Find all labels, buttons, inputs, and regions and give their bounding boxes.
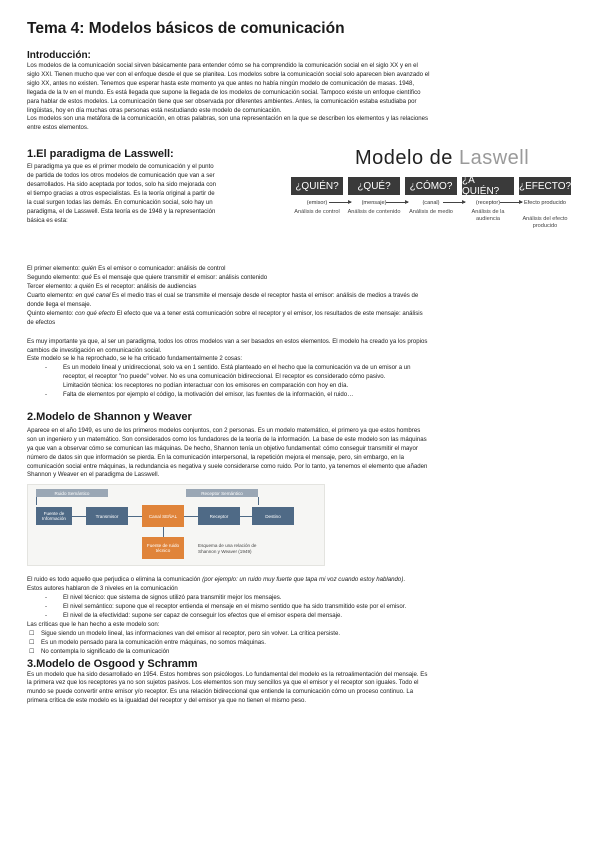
shannon-line: número de datos sin que información se pierda. En la comunicación interpersonal, la repetición mejora el mensaje, pero, sin embargo, en la xyxy=(27,453,405,461)
diagram-canal: Canal SEÑAL xyxy=(142,505,184,527)
diagram-line xyxy=(163,527,164,537)
nivel-item xyxy=(27,594,575,603)
nivel-item-text: El nivel semántico: supone que el receptor entienda el mensaje en el mismo sentido que ha sido transmitido este por el emisor. xyxy=(63,603,407,611)
intro-line: para hablar de estos modelos. La comunicación tiene que ser observada por diferentes ambientes. Antes, la comunicación estaba estudiaba por xyxy=(27,97,417,105)
element-label: Segundo elemento: xyxy=(27,274,82,282)
analysis-label: Análisis de la audiencia xyxy=(471,209,505,223)
element-label: El primer elemento: xyxy=(27,265,82,273)
intro-paragraph xyxy=(27,62,575,133)
intro-line: lingüistas, hoy en día muchas otras personas está nestudiando este modelo de comunicación. xyxy=(27,106,282,114)
intro-line: entre estos elementos. xyxy=(27,124,89,132)
figure-title-main: Modelo de xyxy=(355,147,459,170)
lasswell-line: paradigma, el de Lasswell. Esta teoría es de 1948 y la representación xyxy=(27,207,216,215)
lasswell-line: el tiempo gracias a otros especialistas. Es la teoría original a partir de xyxy=(27,189,215,197)
element-question: a quién xyxy=(74,283,95,291)
critica-text: Sigue siendo un modelo lineal, las informaciones van del emisor al receptor, pero sin volver. La crítica persiste. xyxy=(41,629,341,637)
element-line xyxy=(27,265,575,274)
critica-item xyxy=(27,648,575,657)
lasswell-line: básica es esta: xyxy=(27,216,68,224)
page-title: Tema 4: Modelos básicos de comunicación xyxy=(27,20,345,37)
critique-item xyxy=(27,373,575,382)
diagram-transmisor: Transmisor xyxy=(86,507,128,525)
critique-item xyxy=(27,382,575,391)
question-box: ¿QUIÉN? xyxy=(291,177,343,195)
analysis-label: Análisis de contenido xyxy=(347,209,401,216)
question-box: ¿QUÉ? xyxy=(348,177,400,195)
ruido-example: (por ejemplo: un ruido muy fuerte que tapa mi voz cuando estoy hablando) xyxy=(202,576,404,584)
critique-item-text: Limitación técnica: los receptores no podían interactuar con los emisores en comparación con hoy en día. xyxy=(63,382,349,390)
shannon-line: Aparece en el año 1949, es uno de los primeros modelos conjuntos, con 2 personas. Es un modelo matemático, el primero ya que estos hombres xyxy=(27,426,421,434)
diagram-ruido-semantico: Ruido Semántico xyxy=(36,489,108,497)
element-line xyxy=(27,292,575,301)
element-label: Tercer elemento: xyxy=(27,283,75,291)
element-label: Quinto elemento: xyxy=(27,309,76,317)
criticas-intro: Las críticas que le han hecho a este modelo son: xyxy=(27,620,160,628)
role-label: (canal) xyxy=(422,200,440,207)
intro-line: Los modelos son una metáfora de la comunicación, en otras palabras, son una representación en la que se describen los elementos y las relaciones xyxy=(27,115,429,123)
osgood-heading: 3.Modelo de Osgood y Schramm xyxy=(27,657,198,670)
element-line xyxy=(27,283,575,292)
nivel-item xyxy=(27,603,575,612)
element-line xyxy=(27,301,575,310)
element-description: Es el medio tras el cual se transmite el mensaje desde el receptor hasta el emisor: análisis de medios a través de xyxy=(110,291,419,299)
critique-item xyxy=(27,391,575,400)
diagram-line xyxy=(258,497,259,505)
element-line xyxy=(27,310,575,319)
shannon-line: Shannon y Weaver en el paradigma de Lasswell. xyxy=(27,471,160,479)
diagram-receptor-semantico: Receptor Semántico xyxy=(186,489,258,497)
lasswell-line: de partida de todos los otros modelos de comunicación que van a ser xyxy=(27,172,215,180)
ruido-paragraph xyxy=(27,576,575,585)
lasswell-line: la cual surgen todas las demás. En comunicación social, solo hay un xyxy=(27,198,213,206)
element-description: Es el receptor: análisis de audiencias xyxy=(94,283,197,291)
element-label: Cuarto elemento: xyxy=(27,291,76,299)
lasswell-line: desarrollados. Ha sido aceptada por todos, solo ha sido mejorada con xyxy=(27,181,217,189)
question-box: ¿CÓMO? xyxy=(405,177,457,195)
critique-item-text: Es un modelo lineal y unidireccional, solo va en 1 sentido. Está planteado en el hecho que la comunicación va de un emisor a un xyxy=(63,364,411,372)
diagram-line xyxy=(36,497,37,505)
nivel-item-text: El nivel de la efectividad: supone ser capaz de conseguir los efectos que el emisor espera del mensaje. xyxy=(63,612,343,619)
nivel-item xyxy=(27,612,575,621)
lasswell-elements xyxy=(27,265,575,327)
question-box: ¿EFECTO? xyxy=(519,177,571,195)
analysis-label: Análisis del efecto producido xyxy=(522,216,568,230)
shannon-diagram xyxy=(27,484,325,566)
critique-item-text: Falta de elementos por ejemplo el código, la motivación del emisor, las fuentes de la información, el ruido… xyxy=(63,391,354,399)
role-label: (mensaje) xyxy=(361,200,387,207)
intro-line: Los modelos de la comunicación social sirven básicamente para entender cómo se ha comprendido la comunicación social en el siglo XX y en el xyxy=(27,62,418,69)
role-label: Efecto producido xyxy=(524,200,566,207)
lasswell-paragraph xyxy=(27,163,283,225)
critique-item xyxy=(27,364,575,373)
diagram-ruido: Fuente de ruido técnico xyxy=(142,537,184,559)
diagram-fuente: Fuente de Información xyxy=(36,507,72,525)
diagram-caption: Esquema de una relación de Shannon y Weaver (1949) xyxy=(198,543,257,555)
element-description: de efectos xyxy=(27,318,56,326)
analysis-label: Análisis de medio xyxy=(409,209,453,216)
intro-line: siglo XXI. Tienen mucho que ver con el enfoque desde el que se planitea. Los modelos sobre la comunicación social solo aparecen bien avanzado el xyxy=(27,70,430,78)
element-description: donde llega el mensaje. xyxy=(27,300,92,308)
document-page xyxy=(27,20,575,706)
niveles-list xyxy=(27,594,575,621)
critique-item-text: receptor, el receptor "no puede" volver. No es una comunicación bidireccional. El receptor es considerado cómo pasivo. xyxy=(63,373,386,381)
element-description: Es el mensaje que quiere transmitir el emisor: análisis contenido xyxy=(91,274,268,282)
intro-heading: Introducción: xyxy=(27,50,91,61)
diagram-destino: Destino xyxy=(252,507,294,525)
element-line xyxy=(27,274,575,283)
osgood-paragraph xyxy=(27,671,575,707)
shannon-line: son un ingeniero y un matemático. Son considerados como los fundadores de la teoría de la información. La base de este modelo son las máquinas xyxy=(27,435,427,443)
checkbox-bullet-icon: ☐ xyxy=(29,630,35,637)
checkbox-bullet-icon: ☐ xyxy=(29,648,35,655)
diagram-arrow xyxy=(184,516,198,517)
ruido-end: . xyxy=(403,576,406,584)
critica-text: Es un modelo pensado para la comunicación entre máquinas, no somos máquinas. xyxy=(41,638,266,646)
element-question: con qué efecto xyxy=(75,309,116,317)
shannon-line: comunicación social entre máquinas, la redundancia es negativa y suele considerarse como ruido. Por lo tanto, ya tenemos el elemento que añaden xyxy=(27,462,428,470)
diagram-arrow xyxy=(72,516,86,517)
role-label: (emisor) xyxy=(306,200,328,207)
criticas-list xyxy=(27,630,575,657)
figure-title xyxy=(355,147,529,170)
osgood-line: mundo se puede convertir entre emisor y/o receptor. Es una relación bidireccional que entiende la comunicación cómo un proceso continuo. La xyxy=(27,688,414,696)
shannon-paragraph xyxy=(27,427,575,480)
critica-item xyxy=(27,630,575,639)
critica-item xyxy=(27,639,575,648)
lasswell-figure xyxy=(289,147,575,257)
element-question: quién xyxy=(81,265,97,273)
element-line xyxy=(27,319,575,328)
bullet-dash: - xyxy=(45,594,48,602)
osgood-line: la primera vez que los receptores ya no son sujetos pasivos. Los elementos son muy sencillos ya que el emisor y el receptor son iguales. Todo el xyxy=(27,679,419,687)
checkbox-bullet-icon: ☐ xyxy=(29,639,35,646)
bullet-dash: - xyxy=(45,391,48,399)
diagram-receptor: Receptor xyxy=(198,507,240,525)
bullet-dash: - xyxy=(45,364,48,372)
bullet-dash: - xyxy=(45,603,48,611)
question-box: ¿A QUIÉN? xyxy=(462,177,514,195)
importance-line: cambios de investigación en comunicación social. xyxy=(27,346,162,354)
element-question: en qué canal xyxy=(75,291,111,299)
bullet-dash: - xyxy=(45,612,48,619)
element-description: El efecto que va a tener está comunicación sobre el receptor y el emisor, los resultados de este mensaje: análisis xyxy=(115,309,423,317)
intro-line: siglo XX, antes no existen. Tenemos que esperar hasta este momento ya que antes no había ningún modelo de comunicación de masas. 1948, xyxy=(27,79,415,87)
critica-text: No contempla lo significado de la comunicación xyxy=(41,647,170,655)
diagram-arrow xyxy=(128,516,142,517)
element-question: qué xyxy=(81,274,92,282)
lasswell-importance xyxy=(27,338,575,365)
lasswell-line: El paradigma ya que es el primer modelo de comunicación y el punto xyxy=(27,163,214,171)
lasswell-heading: 1.El paradigma de Lasswell: xyxy=(27,148,174,161)
niveles-intro: Estos autores hablaron de 3 niveles en la comunicación xyxy=(27,585,178,593)
osgood-line: primera crítica de este modelo es la igualdad del receptor y del emisor ya que no tienen el mismo peso. xyxy=(27,697,307,705)
nivel-item-text: El nivel técnico: que sistema de signos utilizó para transmitir mejor los mensajes. xyxy=(63,594,282,602)
lasswell-critiques xyxy=(27,364,575,400)
diagram-arrow xyxy=(240,516,252,517)
role-label: (receptor) xyxy=(475,200,501,207)
osgood-line: Es un modelo que ha sido desarrollado en 1954. Estos hombres son psicólogos. Lo fundamental del modelo es la retroalimentación del mensaje. Es xyxy=(27,670,428,678)
figure-title-grey: Laswell xyxy=(458,147,530,170)
element-description: Es el emisor o comunicador: análisis de control xyxy=(96,265,226,273)
ruido-text: El ruido es todo aquello que perjudica o elimina la comunicación xyxy=(27,576,203,584)
importance-line: Este modelo se le ha reprochado, se le ha criticado fundamentalmente 2 cosas: xyxy=(27,355,243,363)
intro-line: llegada de la tv en el mundo. Es está llegada que supone la llegada de los modelos de comunicación social. Tampoco existe un enfoque científico xyxy=(27,88,421,96)
shannon-heading: 2.Modelo de Shannon y Weaver xyxy=(27,410,192,423)
importance-line: Es muy importante ya que, al ser un paradigma, todos los otros modelos van a ser basados en estos elementos. El modelo ha creado ya los propios xyxy=(27,337,428,345)
analysis-label: Análisis de control xyxy=(294,209,340,216)
shannon-line: ya que van a observar cómo se comunican las máquinas. De hecho, Shannon tenía un objetivo fundamental: cómo conseguir transmitir el mayor xyxy=(27,444,418,452)
